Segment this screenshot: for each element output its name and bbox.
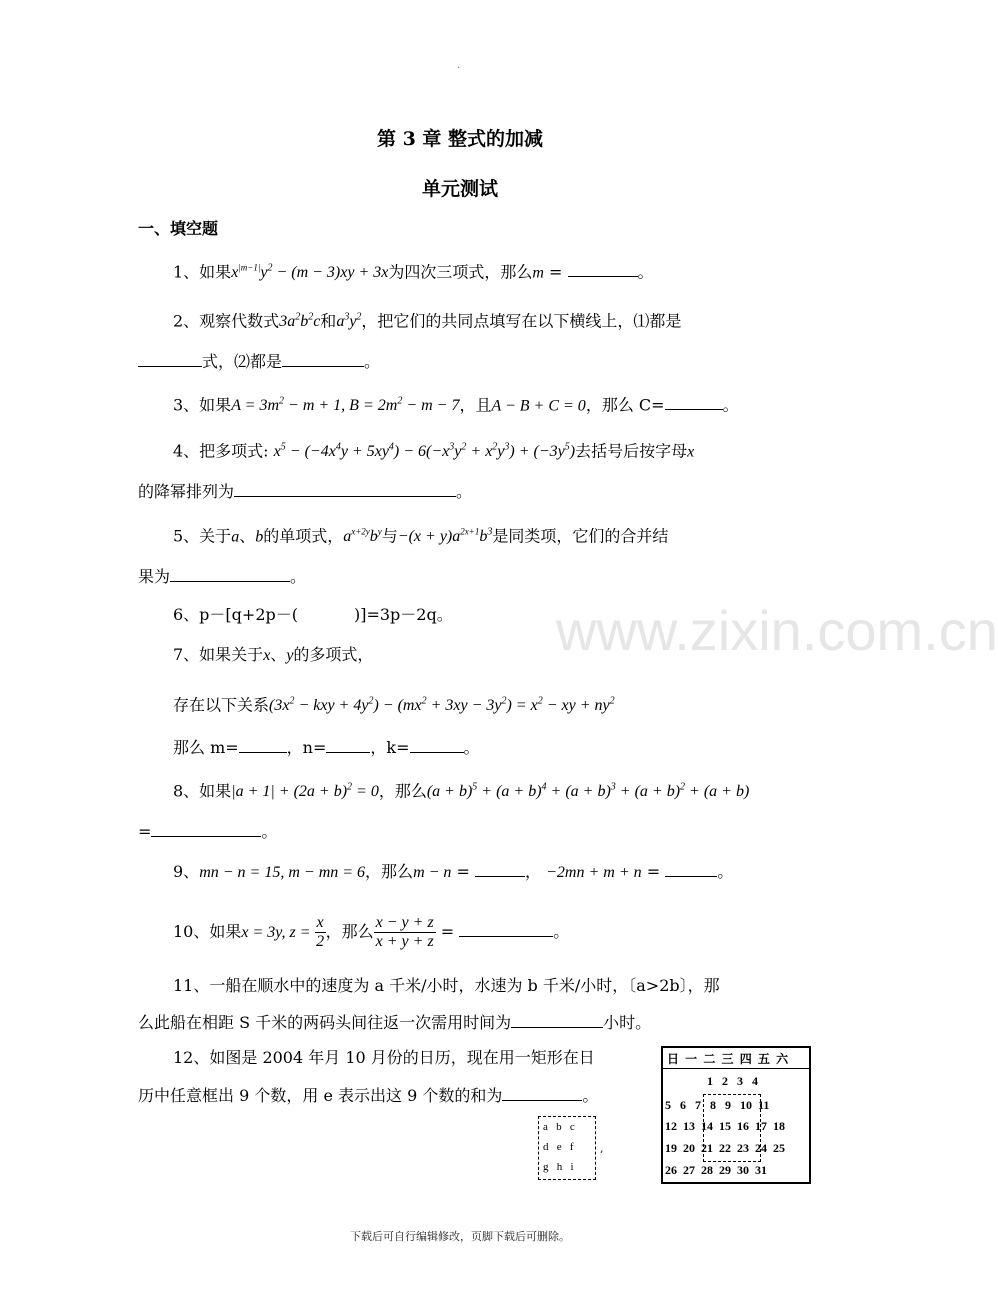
answer-blank[interactable]: [282, 350, 364, 367]
answer-blank[interactable]: [568, 260, 638, 277]
question-4-line-2: 的降幂排列为 。: [138, 482, 473, 501]
question-1: 1、如果$x^{|m-1|}y^2 - (m - 3)xy + 3x$为四次三项式，那么m = 。: [173, 262, 654, 282]
grid-row: g h i: [543, 1161, 574, 1173]
answer-blank[interactable]: [234, 480, 456, 497]
question-11-line-2: 么此船在相距 S 千米的两码头间往返一次需用时间为 小时。: [138, 1013, 652, 1032]
section-heading: 一、填空题: [138, 219, 219, 238]
calendar-row: 26 27 28 29 30 31: [665, 1163, 767, 1177]
answer-blank[interactable]: [665, 860, 717, 877]
selection-rectangle: [703, 1094, 761, 1162]
header-mark: .: [457, 60, 461, 71]
footer-note: 下载后可自行编辑修改，页脚下载后可删除。: [350, 1230, 570, 1243]
answer-blank[interactable]: [502, 1084, 582, 1101]
question-2-line-2: 式，⑵都是 。: [138, 350, 380, 374]
question-8-line-2: = 。: [138, 822, 278, 841]
answer-blank[interactable]: [326, 736, 370, 753]
question-4: 4、把多项式: $x^5 - (-4x^4y + 5xy^4) - 6(-x^3y^2 + x^2y^3) + (-3y^5)$去括号后按字母x: [173, 441, 695, 461]
question-7: 7、如果关于x、y的多项式，: [173, 645, 374, 664]
calendar-row: 19 20 21 22 23 24 25: [665, 1141, 785, 1155]
question-7-line-2: 存在以下关系($3x^2$ − kxy + $4y^2) - (mx^2 + 3xy - 3y^2) = x^2$ − xy + $ny^2$: [173, 695, 615, 715]
question-2: 2、观察代数式$3a^2b^2c$和$a^3y^2$，把它们的共同点填写在以下横线上，⑴都是: [173, 311, 682, 331]
calendar-row: 1 2 3 4: [665, 1074, 758, 1088]
calendar-row: 12 13 14 15 16 17 18: [665, 1119, 785, 1133]
question-6: 6、p－[q+2p－( )]=3p－2q。: [173, 605, 453, 624]
question-9: 9、mn − n = 15, m − mn = 6，那么m − n = ， −2mn + m + n = 。: [173, 862, 734, 881]
calendar-divider: [663, 1068, 809, 1069]
answer-blank[interactable]: [665, 393, 723, 410]
question-12: 12、如图是 2004 年月 10 月份的日历，现在用一矩形在日: [173, 1048, 595, 1067]
answer-blank[interactable]: [138, 350, 202, 367]
watermark: www.zixin.com.cn: [556, 599, 998, 662]
grid-comma: ,: [600, 1142, 604, 1155]
unit-test-title: 单元测试: [421, 178, 498, 200]
answer-blank[interactable]: [151, 820, 261, 837]
question-7-line-3: 那么 m= ，n= ，k= 。: [173, 738, 480, 757]
question-8: 8、如果$|a + 1| + (2a + b)^2 = 0$，那么$(a + b)^5 + (a + b)^4 + (a + b)^3 + (a + b)^2 + (a + b)$: [173, 781, 750, 801]
chapter-title: 第 3 章 整式的加减: [376, 128, 544, 150]
answer-blank[interactable]: [511, 1011, 603, 1028]
answer-blank[interactable]: [475, 860, 525, 877]
question-3: 3、如果$A = 3m^2 - m + 1$, $B = 2m^2 - m - 7$，且A − B + C = 0，那么 C= 。: [173, 395, 739, 415]
answer-blank[interactable]: [410, 736, 464, 753]
answer-blank[interactable]: [459, 920, 553, 937]
grid-row: a b c: [543, 1121, 575, 1133]
question-5: 5、关于a、b的单项式，$a^{x+2y}b^y$与$-(x + y)a^{2x+1}b^3$是同类项，它们的合并结: [173, 526, 669, 546]
grid-row: d e f: [543, 1141, 574, 1153]
october-calendar: [661, 1046, 811, 1184]
answer-blank[interactable]: [170, 565, 290, 582]
question-5-line-2: 果为 。: [138, 567, 307, 586]
answer-blank[interactable]: [239, 736, 287, 753]
calendar-row: 5 6 7 8 9 10 11: [665, 1098, 770, 1112]
question-12-line-2: 历中任意框出 9 个数，用 e 表示出这 9 个数的和为 。: [138, 1086, 599, 1105]
letter-grid: [538, 1116, 596, 1180]
question-11: 11、一船在顺水中的速度为 a 千米/小时，水速为 b 千米/小时，〔a>2b〕，那: [173, 976, 720, 995]
calendar-weekday-header: 日 一 二 三 四 五 六: [667, 1052, 790, 1066]
question-10: 10、如果x = 3y, z = $\frac{x}{2}$ ，那么 $\frac{x - y + z}{x + y + z}$ = 。: [173, 914, 570, 950]
